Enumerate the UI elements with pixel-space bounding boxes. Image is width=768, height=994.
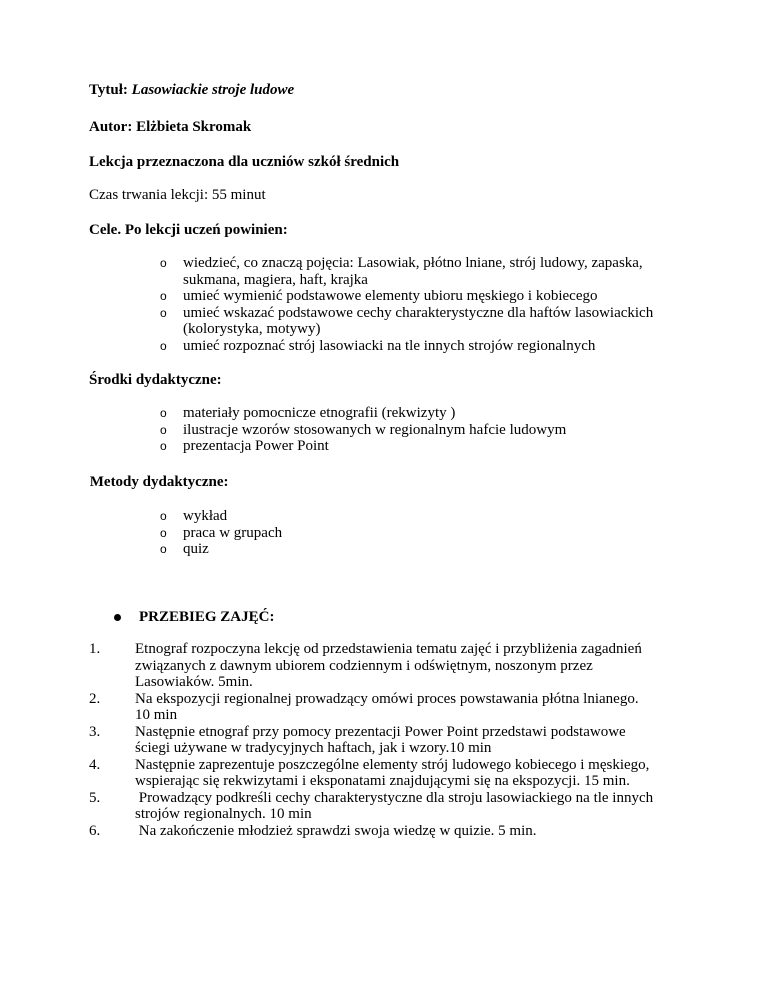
title-label: Tytuł: [89, 82, 128, 98]
list-item-text: sukmana, magiera, haft, krajka [183, 271, 368, 288]
step-item [89, 724, 653, 757]
title-line [89, 82, 294, 99]
goals-heading: Cele. Po lekcji uczeń powinien: [89, 222, 288, 238]
duration-line: Czas trwania lekcji: 55 minut [89, 187, 266, 203]
methods-heading: Metody dydaktyczne: [86, 474, 229, 490]
list-item [160, 338, 653, 355]
section-bullet-icon [114, 614, 121, 621]
step-text: Na zakończenie młodzież sprawdzi swoja wiedzę w quizie. 5 min. [135, 822, 537, 839]
circle-bullet-icon: o [160, 256, 167, 270]
step-item [89, 757, 653, 790]
step-text: Na ekspozycji regionalnej prowadzący omówi proces powstawania płótna lnianego. [135, 690, 639, 707]
means-list [160, 405, 566, 455]
step-text: 10 min [135, 707, 178, 723]
list-item-text: umieć wymienić podstawowe elementy ubioru męskiego i kobiecego [183, 288, 598, 304]
step-text: Lasowiaków. 5min. [135, 674, 253, 690]
list-item-text: quiz [183, 541, 209, 557]
list-item [160, 438, 566, 455]
goals-list [160, 255, 653, 354]
list-item-text: umieć rozpoznać strój lasowiacki na tle innych strojów regionalnych [183, 337, 596, 354]
step-number: 1. [89, 641, 101, 657]
step-item [89, 691, 653, 724]
step-text: Etnograf rozpoczyna lekcję od przedstawienia tematu zajęć i przybliżenia zagadnień [135, 641, 642, 657]
step-item [89, 823, 653, 840]
list-item-text: wiedzieć, co znaczą pojęcia: Lasowiak, płótno lniane, strój ludowy, zapaska, [183, 255, 643, 271]
circle-bullet-icon: o [160, 406, 167, 420]
list-item [160, 255, 653, 288]
step-text: Następnie zaprezentuje poszczególne elementy strój ludowego kobiecego i męskiego, [135, 756, 650, 773]
list-item [160, 288, 653, 305]
step-text: Prowadzący podkreśli cechy charakterystyczne dla stroju lasowiackiego na tle innych [135, 789, 654, 806]
list-item-text: ilustracje wzorów stosowanych w regionalnym hafcie ludowym [183, 421, 567, 438]
list-item-text: materiały pomocnicze etnografii (rekwizyty ) [183, 405, 456, 421]
course-heading: PRZEBIEG ZAJĘĆ: [139, 609, 275, 625]
circle-bullet-icon: o [160, 289, 167, 303]
circle-bullet-icon: o [160, 509, 167, 523]
step-text: Następnie etnograf przy pomocy prezentacji Power Point przedstawi podstawowe [135, 723, 626, 740]
list-item-text: umieć wskazać podstawowe cechy charakterystyczne dla haftów lasowiackich [183, 304, 654, 321]
circle-bullet-icon: o [160, 422, 167, 437]
means-heading: Środki dydaktyczne: [89, 372, 222, 388]
step-text: strojów regionalnych. 10 min [135, 806, 312, 822]
list-item [160, 405, 566, 422]
circle-bullet-icon: o [160, 338, 167, 353]
step-item [89, 641, 653, 691]
step-number: 5. [89, 789, 101, 806]
step-number: 4. [89, 756, 101, 773]
step-number: 3. [89, 723, 101, 740]
list-item [160, 508, 282, 525]
list-item-text: prezentacja Power Point [183, 438, 329, 454]
step-text: wspierając się rekwizytami i eksponatami znajdującymi się na ekspozycji. 15 min. [135, 773, 630, 789]
list-item-text: (kolorystyka, motywy) [183, 321, 321, 337]
step-text: ściegi używane w tradycyjnych haftach, jak i wzory.10 min [135, 740, 492, 756]
list-item-text: wykład [183, 508, 228, 524]
circle-bullet-icon: o [160, 305, 167, 320]
circle-bullet-icon: o [160, 542, 167, 556]
methods-list [160, 508, 282, 558]
circle-bullet-icon: o [160, 525, 167, 540]
audience-line: Lekcja przeznaczona dla uczniów szkół średnich [89, 154, 400, 170]
steps-list [89, 641, 653, 839]
list-item [160, 525, 282, 542]
step-number: 6. [89, 822, 101, 839]
list-item [160, 305, 653, 338]
list-item [160, 541, 282, 558]
step-number: 2. [89, 690, 101, 707]
step-text: związanych z dawnym ubiorem codziennym i odświętnym, noszonym przez [135, 657, 593, 674]
circle-bullet-icon: o [160, 439, 167, 453]
list-item-text: praca w grupach [183, 524, 283, 541]
author-line: Autor: Elżbieta Skromak [89, 119, 252, 135]
step-item [89, 790, 653, 823]
title-value: Lasowiackie stroje ludowe [131, 82, 295, 98]
list-item [160, 422, 566, 439]
